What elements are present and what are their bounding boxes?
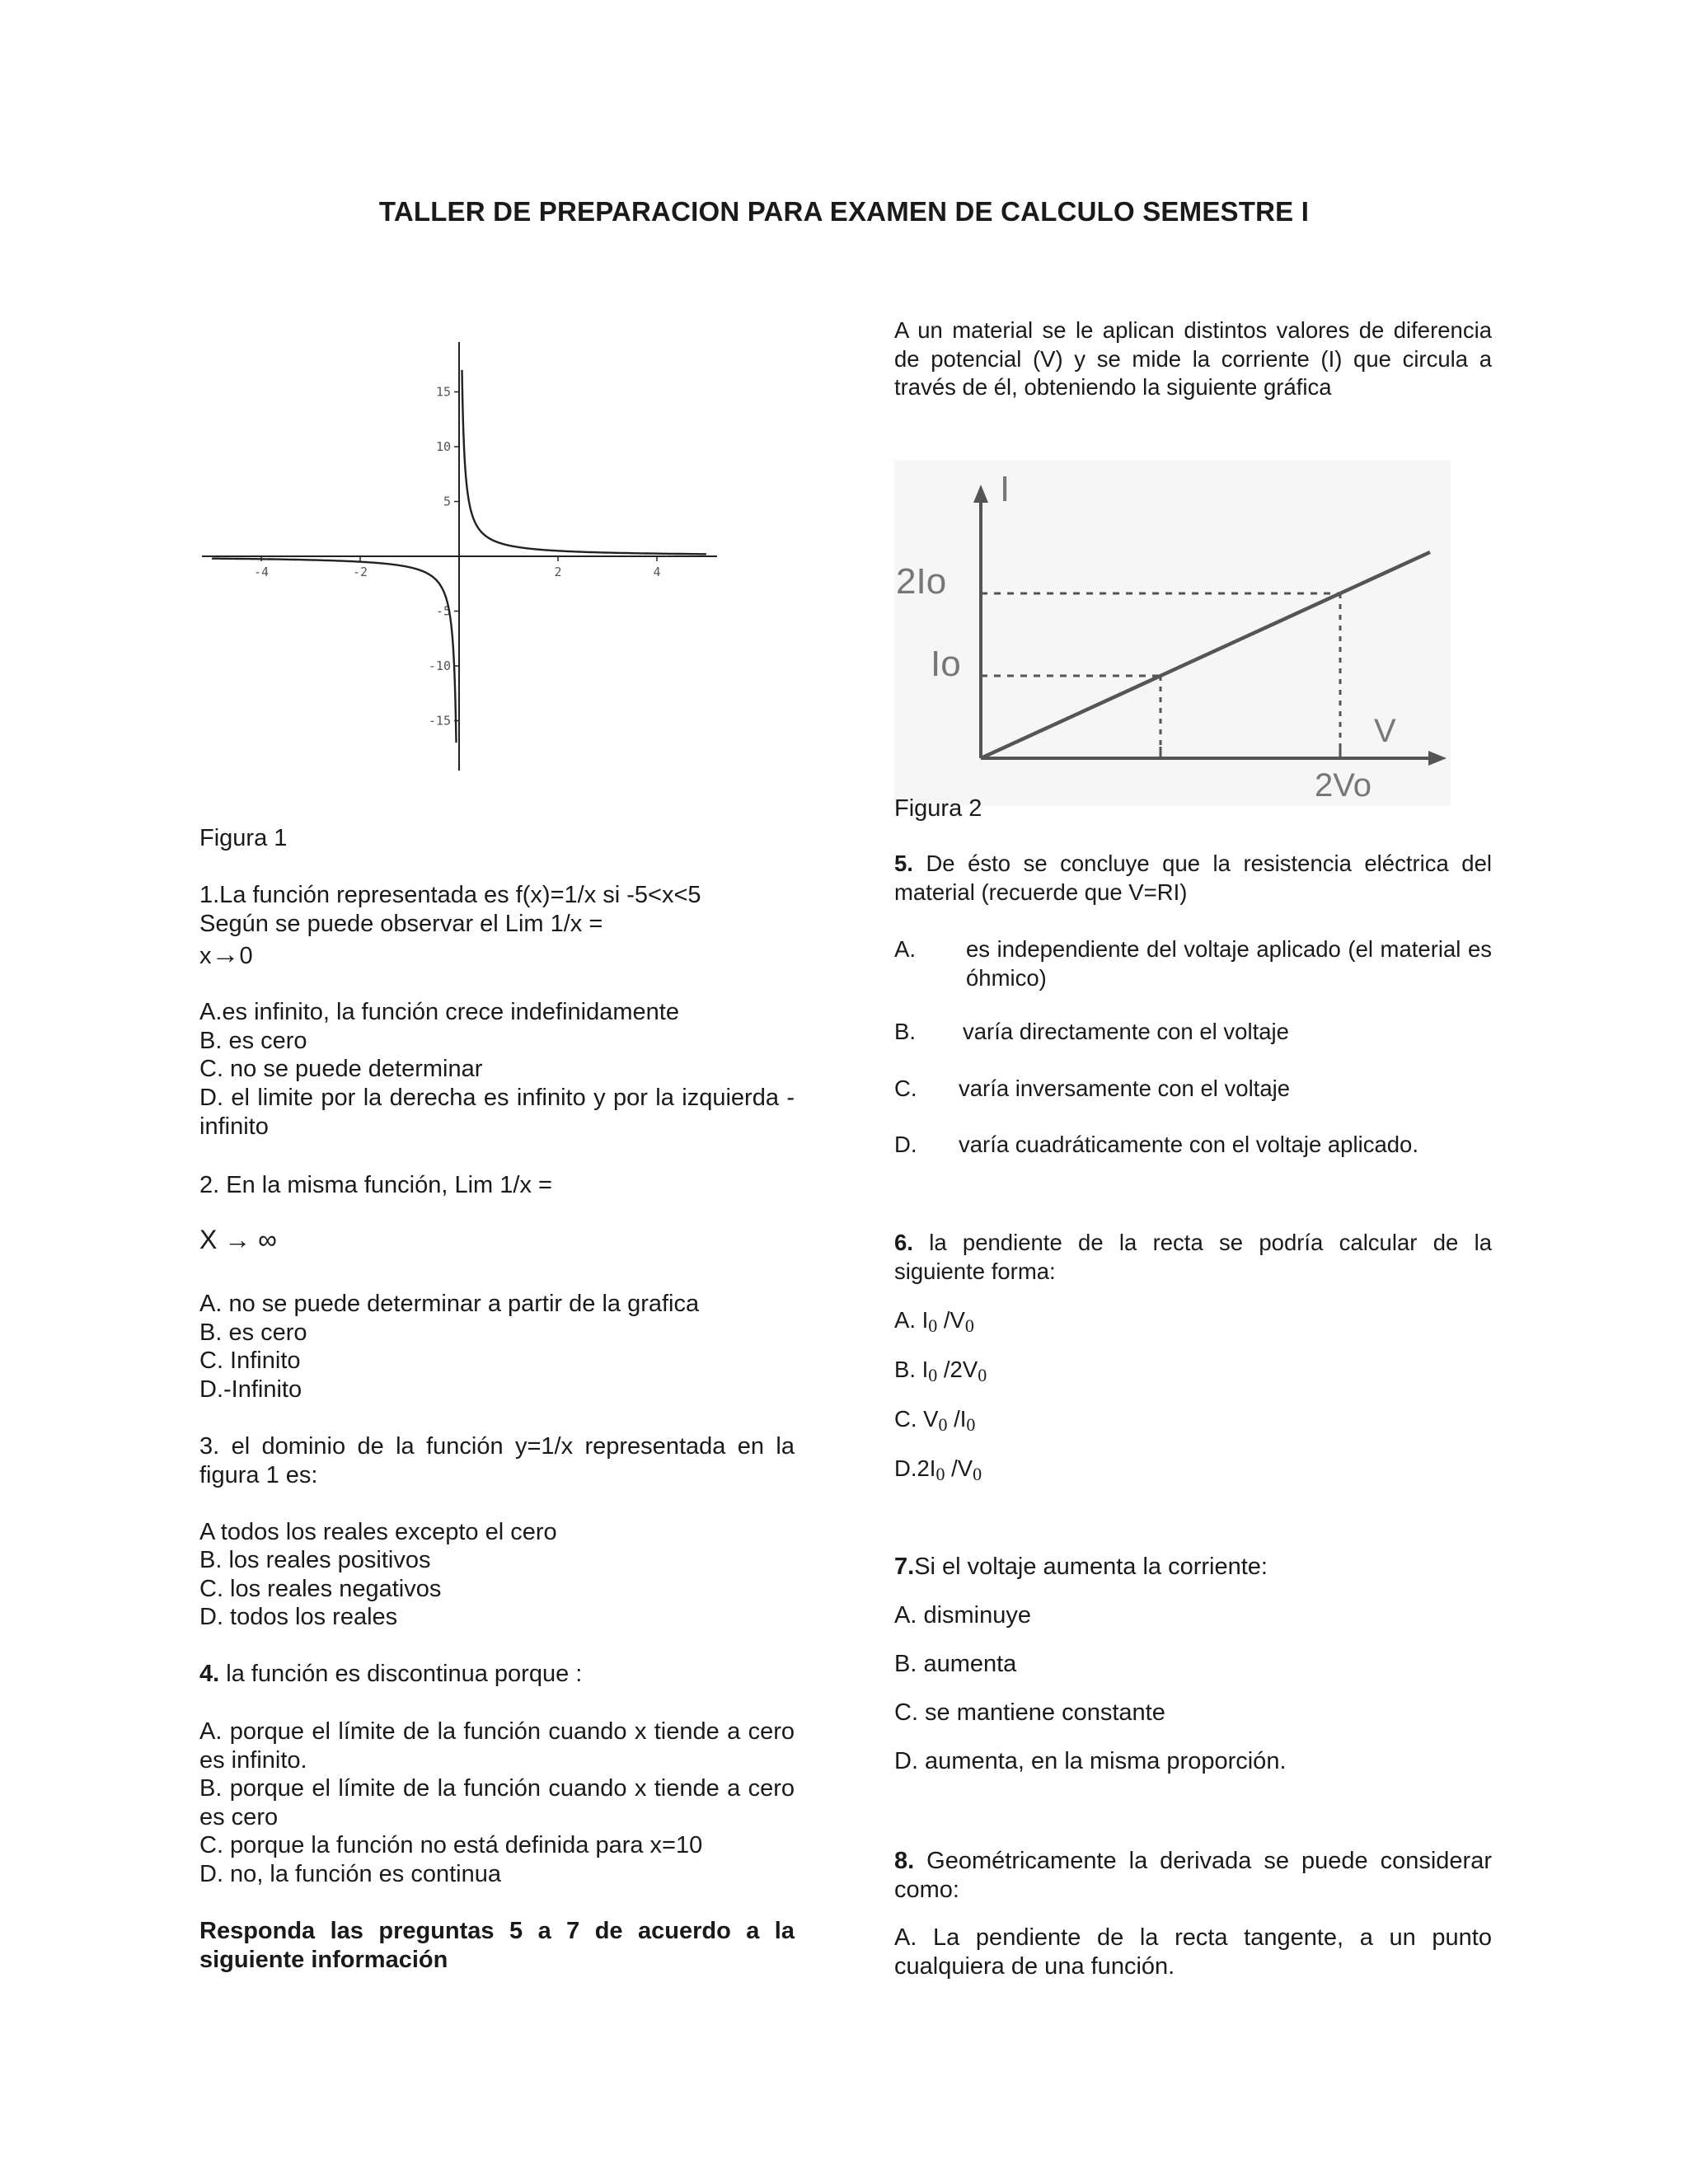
q5-option-c-letter: C. (894, 1076, 917, 1101)
q7-option-b: B. aumenta (894, 1651, 1017, 1677)
q4-text (199, 1660, 795, 1689)
q3-option-d: D. todos los reales (199, 1604, 398, 1630)
intro-text: A un material se le aplican distintos valores de diferencia de potencial (V) y se mide la corriente (I) que circula a través de él, obteniendo la siguiente gráfica (894, 317, 1492, 400)
q4-option-b: B. porque el límite de la función cuando x tiende a cero es cero (199, 1775, 795, 1830)
q6-b-part1: B. I (894, 1357, 929, 1382)
page-title: TALLER DE PREPARACION PARA EXAMEN DE CALCULO SEMESTRE I (378, 196, 1310, 227)
q6-text (894, 1229, 1492, 1286)
q6-c-part1: C. V (894, 1406, 939, 1432)
instruction-text: Responda las preguntas 5 a 7 de acuerdo a la siguiente información (199, 1918, 795, 1973)
q5-option-d-text: varía cuadráticamente con el voltaje aplicado. (959, 1132, 1418, 1157)
q5-option-c-text: varía inversamente con el voltaje (959, 1076, 1291, 1101)
q6-d-part1: D.2I (894, 1455, 936, 1481)
q5-option-b-text: varía directamente con el voltaje (963, 1019, 1289, 1044)
q6-c-sub1: 0 (938, 1414, 948, 1435)
figure2-xlabel: V (1374, 713, 1396, 749)
q1-line1: 1.La función representada es f(x)=1/x si -5<x<5 (199, 882, 701, 908)
figure1-y-tick-label: -5 (435, 603, 451, 619)
left-column (199, 0, 795, 2184)
q4-stem: la función es discontinua porque : (219, 1661, 583, 1687)
q6-number: 6. (894, 1230, 913, 1255)
q6-a-sub1: 0 (928, 1315, 938, 1336)
figure1-y-tick-label: 10 (435, 439, 451, 454)
q6-c-part2: /I (947, 1406, 967, 1432)
q4-option-c: C. porque la función no está definida para x=10 (199, 1832, 703, 1858)
figure2-caption: Figura 2 (894, 795, 982, 822)
q1-x: x (199, 943, 212, 969)
q6-d-sub1: 0 (935, 1464, 945, 1484)
q2-option-d: D.-Infinito (199, 1376, 302, 1403)
right-column (894, 0, 1492, 2184)
q6-option-d (894, 1455, 1492, 1489)
q2-option-b: B. es cero (199, 1319, 307, 1346)
q5-option-a-text: es independiente del voltaje aplicado (el material es óhmico) (966, 936, 1492, 991)
q6-stem: la pendiente de la recta se podría calcular de la siguiente forma: (894, 1230, 1492, 1284)
figure1-y-tick-label: 5 (443, 494, 451, 509)
q1-line3 (199, 940, 795, 971)
q8-number: 8. (894, 1848, 915, 1874)
q6-c-sub2: 0 (966, 1414, 976, 1435)
q6-a-part1: A. I (894, 1307, 929, 1333)
q7-stem: Si el voltaje aumenta la corriente: (914, 1554, 1268, 1580)
q7-option-d: D. aumenta, en la misma proporción. (894, 1748, 1287, 1774)
q7-option-a: A. disminuye (894, 1602, 1032, 1629)
figure1-y-tick-label: -15 (428, 713, 451, 729)
figure1-x-tick-label: -4 (253, 565, 270, 579)
q2-option-a: A. no se puede determinar a partir de la grafica (199, 1291, 700, 1317)
q3-option-a: A todos los reales excepto el cero (199, 1519, 557, 1545)
q4-option-d: D. no, la función es continua (199, 1861, 501, 1887)
q5-option-b-letter: B. (894, 1019, 916, 1044)
q6-option-c (894, 1405, 1492, 1440)
q6-d-part2: /V (945, 1455, 973, 1481)
figure2-label-2vo: 2Vo (1315, 767, 1372, 804)
q3-text: 3. el dominio de la función y=1/x representada en la figura 1 es: (199, 1433, 795, 1488)
q6-b-part2: /2V (937, 1357, 978, 1382)
q7-number: 7. (894, 1554, 915, 1580)
q7-option-c: C. se mantiene constante (894, 1699, 1165, 1726)
q1-line2: Según se puede observar el Lim 1/x = (199, 911, 603, 937)
figure1-y-tick-label: 15 (435, 384, 451, 400)
q5-text (894, 850, 1492, 907)
figure1-x-tick-label: 4 (653, 565, 661, 579)
q6-a-part2: /V (937, 1307, 965, 1333)
q2-option-c: C. Infinito (199, 1347, 301, 1374)
q3-option-b: B. los reales positivos (199, 1547, 431, 1573)
q1-arrow: → (211, 939, 240, 970)
figure1-x-tick-label: -2 (352, 565, 368, 579)
q5-option-a-letter: A. (894, 936, 916, 962)
q6-option-b (894, 1356, 1492, 1390)
q6-option-a (894, 1306, 1492, 1341)
q8-option-a: A. La pendiente de la recta tangente, a un punto cualquiera de una función. (894, 1924, 1492, 1980)
q8-text (894, 1847, 1492, 1904)
figure2-label-io: Io (931, 644, 961, 684)
q5-option-d-letter: D. (894, 1132, 917, 1157)
figure1-y-tick-label: -10 (428, 658, 451, 673)
q6-b-sub2: 0 (978, 1365, 987, 1385)
q1-option-b: B. es cero (199, 1028, 307, 1054)
q6-d-sub2: 0 (973, 1464, 982, 1484)
figure2-ylabel: I (1000, 469, 1010, 509)
figure1-x-tick-label: 2 (554, 565, 562, 579)
q5-number: 5. (894, 851, 913, 876)
q7-text (894, 1553, 1492, 1582)
figure1-caption: Figura 1 (199, 825, 288, 851)
q2-line2: X → ∞ (199, 1225, 277, 1254)
q1-option-c: C. no se puede determinar (199, 1056, 483, 1082)
q1-zero: 0 (239, 943, 253, 969)
q1-option-a: A.es infinito, la función crece indefinidamente (199, 999, 679, 1025)
q6-a-sub2: 0 (964, 1315, 974, 1336)
q4-option-a: A. porque el límite de la función cuando x tiende a cero es infinito. (199, 1718, 795, 1774)
q6-b-sub1: 0 (928, 1365, 938, 1385)
q2-line1: 2. En la misma función, Lim 1/x = (199, 1172, 552, 1198)
q3-option-c: C. los reales negativos (199, 1576, 442, 1602)
q5-stem: De ésto se concluye que la resistencia eléctrica del material (recuerde que V=RI) (894, 851, 1492, 905)
q4-number: 4. (199, 1661, 220, 1687)
q8-stem: Geométricamente la derivada se puede considerar como: (894, 1848, 1492, 1903)
figure2-label-2io: 2Io (896, 561, 947, 602)
q1-option-d: D. el limite por la derecha es infinito y por la izquierda -infinito (199, 1085, 795, 1140)
